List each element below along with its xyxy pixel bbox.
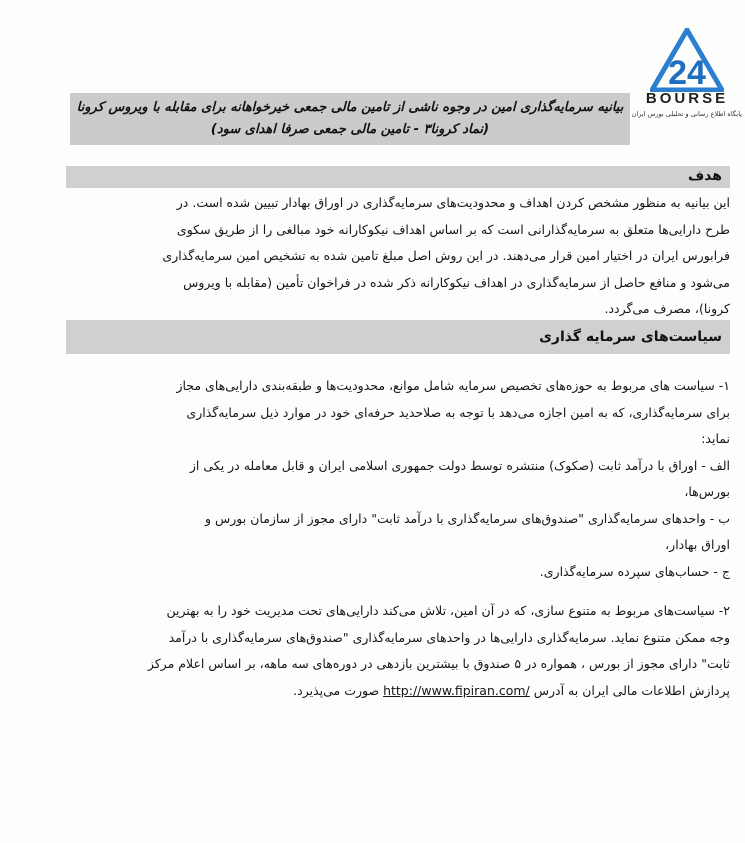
policy-2-text-after-url: صورت می‌پذیرد.	[293, 682, 380, 698]
policy-heading: سیاست‌های سرمایه گذاری	[539, 329, 722, 345]
title-line-2: (نماد کرونا۳ - تامین مالی جمعی صرفا اهدای سود)	[210, 122, 490, 137]
policy-1-paragraph	[66, 373, 730, 585]
policy-1-line: نماید:	[701, 431, 730, 446]
policy-1-line: بورس‌ها،	[684, 484, 730, 499]
goal-paragraph	[66, 190, 730, 323]
policy-2-line: وجه ممکن متنوع نماید. سرمایه‌گذاری دارایی‌ها در واحدهای سرمایه‌گذاری "صندوق‌های سرمایه‌گذاری با درآمد	[168, 629, 730, 645]
logo-wordmark: BOURSE	[645, 90, 729, 107]
bourse-logo	[632, 28, 742, 120]
goal-heading: هدف	[687, 168, 722, 184]
policy-2-line-last	[66, 678, 730, 705]
policy-1-item: الف - اوراق با درآمد ثابت (صکوک) منتشره توسط دولت جمهوری اسلامی ایران و قابل معامله در یکی از	[189, 457, 730, 473]
goal-line: کرونا)، مصرف می‌گردد.	[604, 301, 730, 316]
policy-1-line: ۱- سیاست های مربوط به حوزه‌های تخصیص سرمایه شامل موانع، محدودیت‌ها و طبقه‌بندی دارایی‌های مجاز	[176, 378, 730, 393]
goal-line: می‌شود و منافع حاصل از سرمایه‌گذاری در اهداف نیکوکارانه ذکر شده در فراخوان تأمین (مقابله با ویروس	[183, 274, 730, 290]
policy-2-line: ۲- سیاست‌های مربوط به متنوع سازی، که در آن امین، تلاش می‌کند دارایی‌های تحت مدیریت خود را به بهترین	[166, 603, 730, 618]
goal-line: طرح دارایی‌ها متعلق به سرمایه‌گذارانی است که بر اساس اهداف نیکوکارانه خود مبالغی را از طریق سکوی	[176, 221, 730, 237]
bourse-logo-icon	[650, 28, 724, 92]
goal-line: فرابورس ایران در اختیار امین قرار می‌دهند. در این روش اصل مبلغ تامین شده به تشخیص امین سرمایه‌گذاری	[162, 248, 730, 263]
title-line-1: بیانیه سرمایه‌گذاری امین در وجوه ناشی از تامین مالی جمعی خیرخواهانه برای مقابله با ویروس کرونا	[76, 100, 624, 115]
policy-1-item: ب - واحدهای سرمایه‌گذاری "صندوق‌های سرمایه‌گذاری با درآمد ثابت" دارای مجوز از سازمان بورس و	[204, 510, 730, 526]
policy-1-line: اوراق بهادار،	[665, 537, 730, 552]
goal-line: این بیانیه به منظور مشخص کردن اهداف و محدودیت‌های سرمایه‌گذاری در اوراق بهادار تبیین شده است. در	[176, 195, 730, 210]
policy-section-header	[66, 320, 730, 354]
svg-text:24: 24	[668, 54, 706, 92]
policy-1-item: ج - حساب‌های سپرده سرمایه‌گذاری.	[539, 563, 730, 579]
policy-2-line: ثابت" دارای مجوز از بورس ، همواره در ۵ صندوق با بیشترین بازدهی در دوره‌های سه ماهه، بر اساس اعلام مرکز	[147, 656, 730, 671]
policy-2-text-before-url: پردازش اطلاعات مالی ایران به آدرس	[533, 682, 730, 698]
document-title	[70, 93, 630, 145]
logo-caption: پایگاه اطلاع رسانی و تحلیلی بورس ایران	[631, 110, 742, 118]
policy-1-line: برای سرمایه‌گذاری، که به امین اجازه می‌دهد با توجه به صلاحدید حرفه‌ای خود در موارد ذیل سرمایه‌گذاری	[186, 404, 730, 420]
fipiran-url-link[interactable]: http://www.fipiran.com/	[383, 682, 530, 698]
goal-section-header	[66, 166, 730, 188]
policy-2-paragraph	[66, 598, 730, 704]
